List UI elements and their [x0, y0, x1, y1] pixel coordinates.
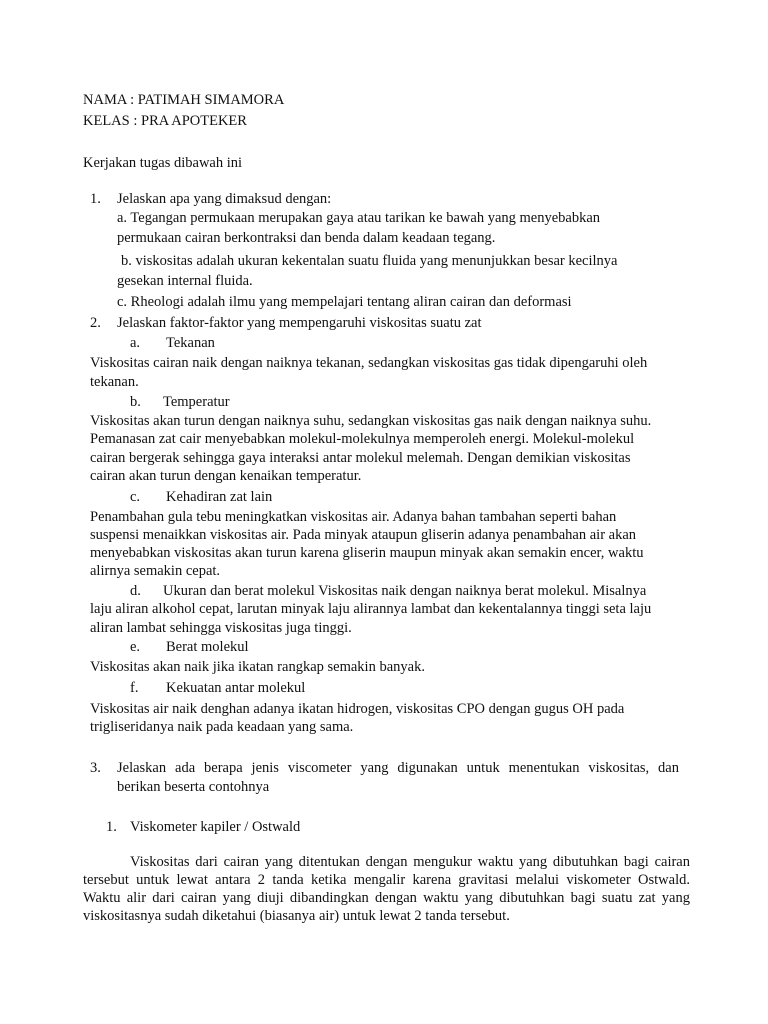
q2-text: Jelaskan faktor-faktor yang mempengaruhi viskositas suatu zat [117, 315, 482, 331]
q2-b-paragraph: cairan akan turun dengan kenaikan temperatur. [90, 468, 362, 484]
q2-b-paragraph: Viskositas akan turun dengan naiknya suhu, sedangkan viskositas gas naik dengan naiknya suhu. [90, 413, 652, 429]
student-class: KELAS : PRA APOTEKER [83, 113, 247, 129]
q3-paragraph: tersebut untuk lewat antara 2 tanda ketika mengalir karena gravitasi melalui viskometer Ostwald. [83, 872, 690, 888]
q2-c-paragraph: Penambahan gula tebu meningkatkan viskositas air. Adanya bahan tambahan seperti bahan [90, 509, 617, 525]
q1-b-line: b. viskositas adalah ukuran kekentalan suatu fluida yang menunjukkan besar kecilnya [121, 253, 618, 269]
q2-b-label: b. [130, 394, 141, 410]
q2-d-paragraph: aliran lambat sehingga viskositas juga tinggi. [90, 620, 352, 636]
q3-number: 3. [90, 760, 101, 776]
q2-b-title: Temperatur [163, 394, 230, 410]
q2-f-title: Kekuatan antar molekul [166, 680, 306, 696]
q2-e-title: Berat molekul [166, 639, 249, 655]
q1-c-line: c. Rheologi adalah ilmu yang mempelajari tentang aliran cairan dan deformasi [117, 294, 572, 310]
q3-paragraph: Waktu alir dari cairan yang diuji dibandingkan dengan waktu yang dibutuhkan bagi suatu zat yang [83, 890, 690, 906]
q2-a-label: a. [130, 335, 141, 351]
q2-f-paragraph: Viskositas air naik denghan adanya ikatan hidrogen, viskositas CPO dengan gugus OH pada [90, 701, 625, 717]
q2-a-paragraph: Viskositas cairan naik dengan naiknya tekanan, sedangkan viskositas gas tidak dipengaruhi oleh [90, 355, 648, 371]
q2-c-paragraph: alirnya semakin cepat. [90, 563, 221, 579]
q1-b-line: gesekan internal fluida. [117, 273, 253, 289]
q1-a-line: permukaan cairan berkontraksi dan benda dalam keadaan tegang. [117, 230, 496, 246]
q2-b-paragraph: cairan bergerak sehingga gaya interaksi antar molekul melemah. Dengan demikian viskositas [90, 450, 631, 466]
q2-a-paragraph: tekanan. [90, 374, 139, 390]
q2-c-title: Kehadiran zat lain [166, 489, 273, 505]
q2-c-paragraph: suspensi menaikkan viskositas air. Pada minyak ataupun gliserin adanya penambahan air akan [90, 527, 637, 543]
q3-text: Jelaskan ada berapa jenis viscometer yang digunakan untuk menentukan viskositas, dan [117, 760, 679, 776]
q2-c-label: c. [130, 489, 141, 505]
q2-d-paragraph: laju aliran alkohol cepat, larutan minyak laju alirannya lambat dan kekentalannya tinggi seta laju [90, 601, 652, 617]
q3-sub-number: 1. [106, 819, 117, 835]
q2-e-paragraph: Viskositas akan naik jika ikatan rangkap semakin banyak. [90, 659, 425, 675]
q2-b-paragraph: Pemanasan zat cair menyebabkan molekul-molekulnya memperoleh energi. Molekul-molekul [90, 431, 635, 447]
q2-f-label: f. [130, 680, 139, 696]
q3-paragraph: viskositasnya sudah diketahui (biasanya air) untuk lewat 2 tanda tersebut. [83, 908, 510, 924]
q2-e-label: e. [130, 639, 141, 655]
q2-d-label: d. [130, 583, 141, 599]
q2-a-title: Tekanan [166, 335, 215, 351]
q1-text: Jelaskan apa yang dimaksud dengan: [117, 191, 332, 207]
student-name: NAMA : PATIMAH SIMAMORA [83, 92, 285, 108]
instruction-text: Kerjakan tugas dibawah ini [83, 155, 243, 171]
q2-number: 2. [90, 315, 101, 331]
q2-f-paragraph: trigliseridanya naik pada keadaan yang sama. [90, 719, 354, 735]
q3-paragraph: Viskositas dari cairan yang ditentukan dengan mengukur waktu yang dibutuhkan bagi cairan [130, 854, 690, 870]
q1-a-line: a. Tegangan permukaan merupakan gaya atau tarikan ke bawah yang menyebabkan [117, 210, 601, 226]
q1-number: 1. [90, 191, 101, 207]
q3-sub-title: Viskometer kapiler / Ostwald [130, 819, 301, 835]
q2-c-paragraph: menyebabkan viskositas akan turun karena gliserin maupun minyak akan semakin encer, waktu [90, 545, 644, 561]
q2-d-paragraph: Ukuran dan berat molekul Viskositas naik dengan naiknya berat molekul. Misalnya [163, 583, 647, 599]
q3-text: berikan beserta contohnya [117, 779, 270, 795]
